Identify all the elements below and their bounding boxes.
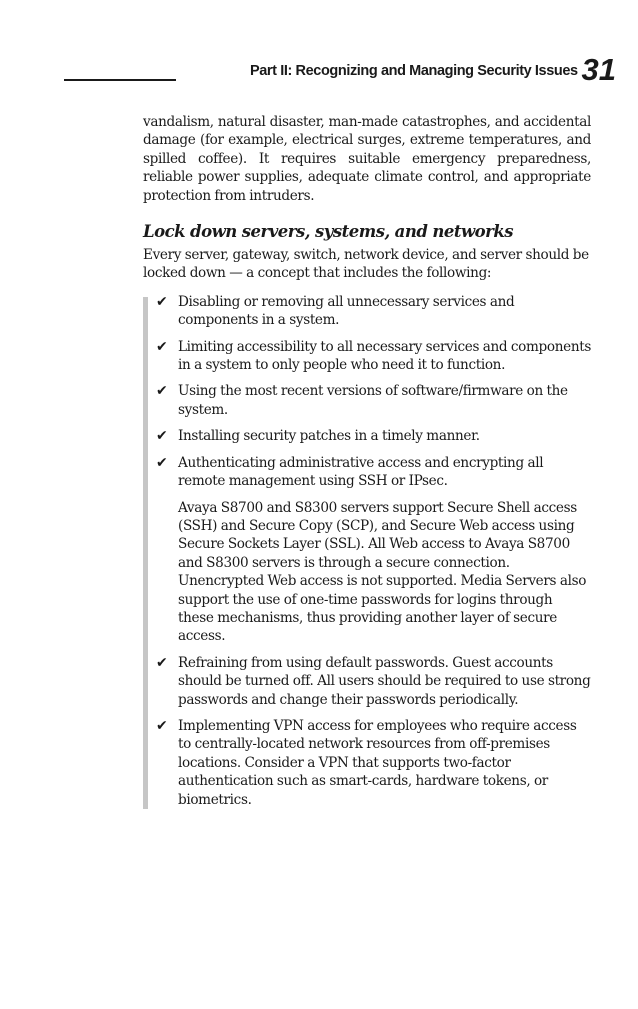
check-icon: ✔	[156, 428, 168, 445]
header-title: Part II: Recognizing and Managing Security Issues	[250, 63, 578, 79]
bullet-text: Implementing VPN access for employees who require access to centrally-located network resources from off-premises locations. Consider a VPN that supports two-factor authentication such as smart-cards, hardware tokens, or biometrics.	[178, 717, 577, 808]
section-lead-paragraph: Every server, gateway, switch, network device, and server should be locked down — a concept that includes the following:	[143, 247, 589, 282]
section-heading: Lock down servers, systems, and networks	[143, 222, 514, 242]
intro-paragraph: vandalism, natural disaster, man-made catastrophes, and accidental damage (for example, electrical surges, extreme temperatures, and spilled coffee). It requires suitable emergency preparedness, reliable power supplies, adequate climate control, and appropriate protection from intruders.	[143, 114, 591, 204]
list-item	[156, 454, 591, 646]
bullet-text: Using the most recent versions of software/firmware on the system.	[178, 383, 568, 418]
list-item	[156, 427, 591, 445]
bullet-list	[143, 293, 591, 809]
list-item	[156, 654, 591, 709]
bullet-text: Refraining from using default passwords. Guest accounts should be turned off. All users should be required to use strong passwords and change their passwords periodically.	[178, 654, 591, 708]
bullet-text: Disabling or removing all unnecessary services and components in a system.	[178, 293, 515, 329]
page-number: 31	[581, 52, 616, 87]
bullet-text: Limiting accessibility to all necessary services and components in a system to only people who need it to function.	[178, 338, 591, 374]
page-content	[143, 113, 591, 817]
bullet-text: Authenticating administrative access and encrypting all remote management using SSH or IPsec.	[178, 454, 544, 490]
check-icon: ✔	[156, 654, 168, 671]
header-rule	[64, 79, 176, 81]
check-icon: ✔	[156, 454, 168, 471]
check-icon: ✔	[156, 383, 168, 400]
page-header	[64, 52, 620, 88]
bullet-note: Avaya S8700 and S8300 servers support Secure Shell access (SSH) and Secure Copy (SCP), and Secure Web access using Secure Sockets Layer (SSL). All Web access to Avaya S8700 and S8300 servers is through a secure connection. Unencrypted Web access is not supported. Media Servers also support the use of one-time passwords for logins through these mechanisms, thus providing another layer of secure access.	[178, 499, 587, 645]
list-item	[156, 382, 591, 419]
check-icon: ✔	[156, 338, 168, 355]
list-item	[156, 338, 591, 375]
check-icon: ✔	[156, 293, 168, 310]
check-icon: ✔	[156, 717, 168, 734]
list-item	[156, 717, 591, 809]
bullet-text: Installing security patches in a timely manner.	[178, 428, 480, 445]
list-item	[156, 293, 591, 330]
